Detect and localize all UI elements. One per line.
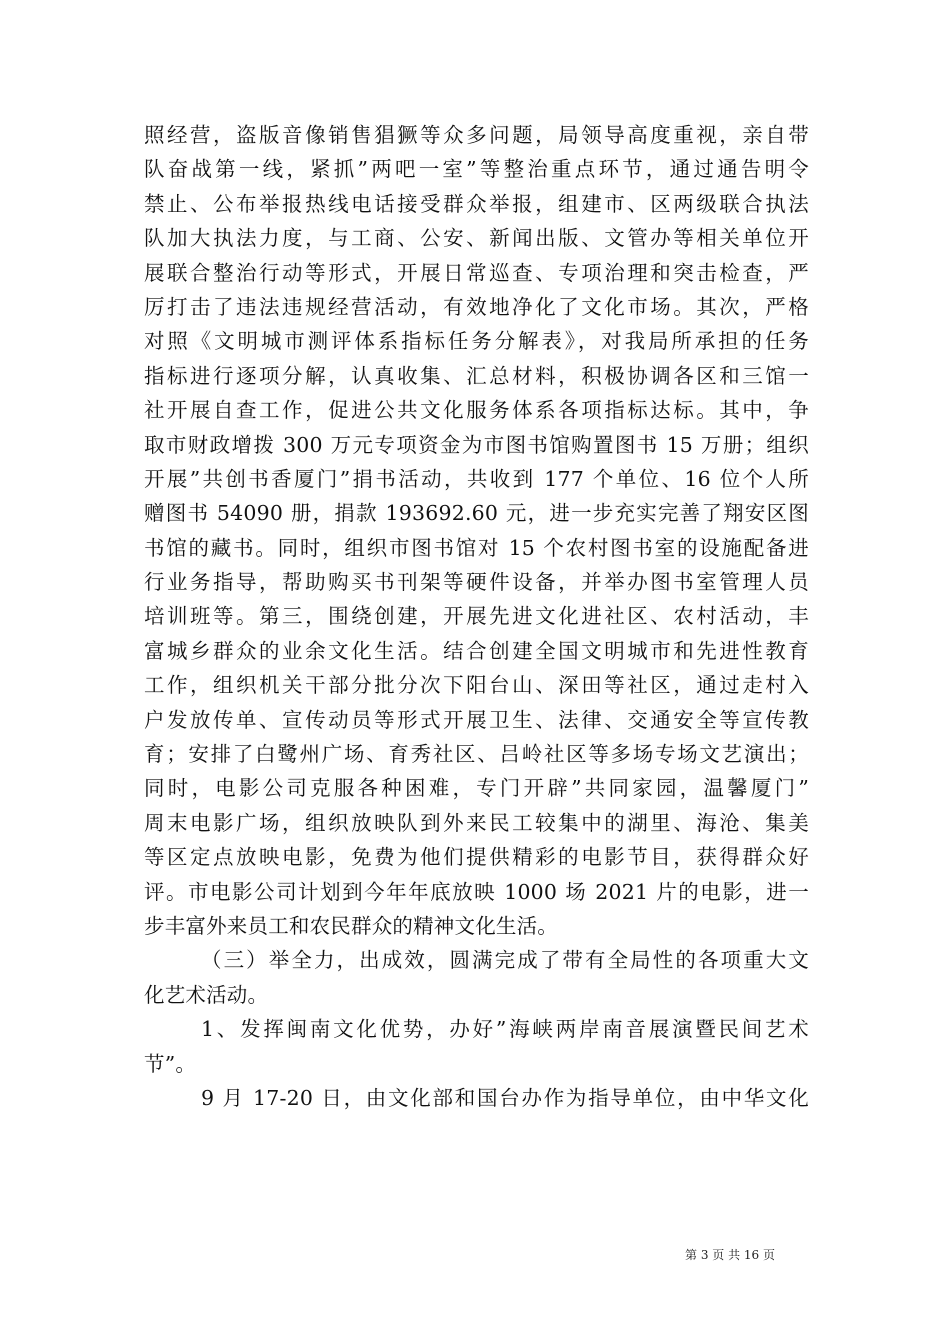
text-line: 步丰富外来员工和农民群众的精神文化生活。 — [144, 913, 558, 938]
text-line: 行业务指导，帮助购买书刊架等硬件设备，并举办图书室管理人员 — [144, 570, 809, 595]
text-line: 9 月 17-20 日，由文化部和国台办作为指导单位，由中华文化 — [201, 1085, 809, 1110]
text-line: 富城乡群众的业余文化生活。结合创建全国文明城市和先进性教育 — [144, 638, 809, 663]
text-line: 评。市电影公司计划到今年年底放映 1000 场 2021 片的电影，进一 — [144, 879, 809, 904]
text-line: 户发放传单、宣传动员等形式开展卫生、法律、交通安全等宣传教 — [144, 707, 809, 732]
section-heading-line: （三）举全力，出成效，圆满完成了带有全局性的各项重大文 — [201, 948, 809, 973]
text-line: 取市财政增拨 300 万元专项资金为市图书馆购置图书 15 万册；组织 — [144, 432, 809, 457]
text-line: 展联合整治行动等形式，开展日常巡查、专项治理和突击检查，严 — [144, 260, 809, 285]
text-line: 对照《文明城市测评体系指标任务分解表》，对我局所承担的任务 — [144, 329, 809, 354]
subsection-heading-line: 1、发挥闽南文化优势，办好”海峡两岸南音展演暨民间艺术 — [201, 1017, 809, 1042]
text-line: 赠图书 54090 册，捐款 193692.60 元，进一步充实完善了翔安区图 — [144, 501, 809, 526]
text-line: 书馆的藏书。同时，组织市图书馆对 15 个农村图书室的设施配备进 — [144, 535, 809, 560]
subsection-heading-line: 节”。 — [144, 1051, 197, 1076]
text-line: 队奋战第一线，紧抓”两吧一室”等整治重点环节，通过通告明令 — [144, 157, 809, 182]
text-line: 育；安排了白鹭州广场、育秀社区、吕岭社区等多场专场文艺演出； — [144, 742, 809, 767]
text-line: 指标进行逐项分解，认真收集、汇总材料，积极协调各区和三馆一 — [144, 363, 809, 388]
text-line: 社开展自查工作，促进公共文化服务体系各项指标达标。其中，争 — [144, 398, 809, 423]
section-heading-line: 化艺术活动。 — [144, 982, 269, 1007]
text-line: 厉打击了违法违规经营活动，有效地净化了文化市场。其次，严格 — [144, 294, 809, 319]
text-line: 队加大执法力度，与工商、公安、新闻出版、文管办等相关单位开 — [144, 226, 809, 251]
text-line: 禁止、公布举报热线电话接受群众举报，组建市、区两级联合执法 — [144, 191, 809, 216]
text-line: 同时，电影公司克服各种困难，专门开辟”共同家园，温馨厦门” — [144, 776, 809, 801]
text-line: 照经营，盗版音像销售猖獗等众多问题，局领导高度重视，亲自带 — [144, 123, 809, 147]
text-line: 开展”共创书香厦门”捐书活动，共收到 177 个单位、16 位个人所 — [144, 466, 809, 491]
text-line: 周末电影广场，组织放映队到外来民工较集中的湖里、海沧、集美 — [144, 810, 809, 835]
text-line: 等区定点放映电影，免费为他们提供精彩的电影节目，获得群众好 — [144, 845, 809, 870]
document-body — [144, 118, 809, 1115]
text-line: 培训班等。第三，围绕创建，开展先进文化进社区、农村活动，丰 — [144, 604, 809, 629]
page-number-footer: 第 3 页 共 16 页 — [685, 1248, 775, 1262]
text-line: 工作，组织机关干部分批分次下阳台山、深田等社区，通过走村入 — [144, 673, 809, 698]
